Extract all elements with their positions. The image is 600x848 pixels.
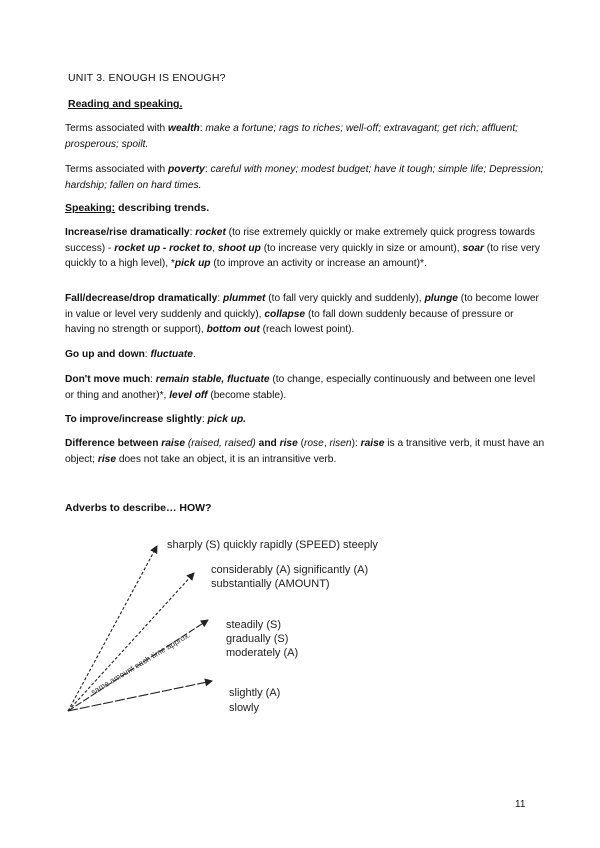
adverb-slowly: slowly	[229, 702, 259, 714]
wealth-keyword: wealth	[168, 123, 200, 134]
adverbs-diagram	[60, 528, 420, 728]
increase-paragraph: Increase/rise dramatically: rocket (to rise extremely quickly or make extremely quick progress towards success) - rocket up - rocket to, shoot up (to increase very quickly in size or amount), soar (to rise very quickly to a high level), *pick up (to improve an activity or increase an amount)*.	[65, 227, 541, 269]
adverb-gradually: gradually (S)	[226, 633, 289, 645]
poverty-paragraph: Terms associated with poverty: careful with money; modest budget; have it tough; simple life; Depression; hardship; fallen on hard times.	[65, 164, 544, 191]
adverb-group-speed: sharply (S) quickly rapidly (SPEED) steeply	[167, 539, 378, 551]
updown-paragraph: Go up and down: fluctuate.	[65, 349, 196, 360]
arrow-slight	[68, 681, 212, 711]
nomove-paragraph: Don't move much: remain stable, fluctuate (to change, especially continuously and between one level or thing and another)*, level off (become stable).	[65, 374, 536, 401]
adverb-moderately: moderately (A)	[226, 647, 299, 659]
reading-heading: Reading and speaking.	[68, 98, 183, 110]
adverbs-heading: Adverbs to describe… HOW?	[65, 502, 212, 514]
adverb-steadily: steadily (S)	[226, 619, 282, 631]
poverty-keyword: poverty	[168, 164, 205, 175]
wealth-terms: make a fortune; rags to riches; well-off; extravagant; get rich; affluent; prosperous; spoilt.	[65, 123, 518, 150]
slight-paragraph: To improve/increase slightly: pick up.	[65, 414, 246, 425]
fall-paragraph: Fall/decrease/drop dramatically: plummet (to fall very quickly and suddenly), plunge (to become lower in value or level very suddenly and quickly), collapse (to fall down suddenly because of pressure or having no strength or support), bottom out (reach lowest point).	[65, 293, 539, 335]
adverb-group-amount-1: considerably (A) significantly (A)	[211, 564, 369, 576]
poverty-terms: careful with money; modest budget; have it tough; simple life; Depression; hardship; fallen on hard times.	[65, 164, 544, 191]
page-number: 11	[515, 799, 526, 810]
difference-paragraph: Difference between raise (raised, raised) and rise (rose, risen): raise is a transitive verb, it must have an object; rise does not take an object, it is an intransitive verb.	[65, 438, 545, 465]
adverb-group-amount-2: substantially (AMOUNT)	[211, 578, 330, 590]
unit-title: UNIT 3. ENOUGH IS ENOUGH?	[68, 72, 226, 84]
speaking-heading: Speaking: describing trends.	[65, 202, 210, 214]
adverb-slightly: slightly (A)	[229, 687, 281, 699]
wealth-paragraph: Terms associated with wealth: make a fortune; rags to riches; well-off; extravagant; get rich; affluent; prosperous; spoilt.	[65, 123, 518, 150]
diagonal-note: same amount each time approx.	[89, 630, 192, 697]
